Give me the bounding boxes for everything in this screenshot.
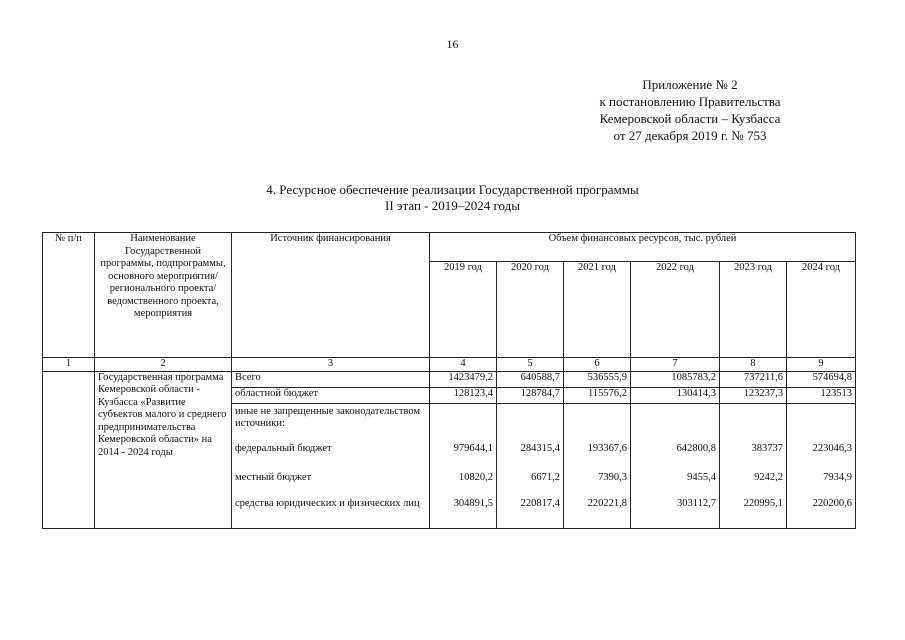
header-name: Наименование Государственной программы, подпрограммы, основного мероприятия/ регионального проекта/ ведомственного проекта, мероприятия bbox=[95, 233, 232, 358]
value-cell: 9242,2 bbox=[720, 464, 787, 494]
column-number: 1 bbox=[43, 358, 95, 372]
value-cell: 123237,3 bbox=[720, 387, 787, 403]
value-cell: 303112,7 bbox=[631, 494, 720, 529]
header-volume: Объем финансовых ресурсов, тыс. рублей bbox=[430, 233, 856, 262]
value-cell: 123513 bbox=[787, 387, 856, 403]
value-cell: 642800,8 bbox=[631, 436, 720, 464]
value-cell: 536555,9 bbox=[564, 371, 631, 387]
value-cell: 220221,8 bbox=[564, 494, 631, 529]
value-cell bbox=[564, 403, 631, 436]
appendix-block bbox=[540, 76, 840, 144]
header-year: 2019 год bbox=[430, 262, 497, 358]
source-cell: областной бюджет bbox=[232, 387, 430, 403]
source-cell: местный бюджет bbox=[232, 464, 430, 494]
header-year: 2023 год bbox=[720, 262, 787, 358]
value-cell: 737211,6 bbox=[720, 371, 787, 387]
value-cell: 220817,4 bbox=[497, 494, 564, 529]
value-cell bbox=[720, 403, 787, 436]
value-cell: 574694,8 bbox=[787, 371, 856, 387]
title-line: 4. Ресурсное обеспечение реализации Государственной программы bbox=[266, 182, 639, 197]
value-cell bbox=[497, 403, 564, 436]
title-line: II этап - 2019–2024 годы bbox=[385, 198, 520, 213]
value-cell: 193367,6 bbox=[564, 436, 631, 464]
header-source: Источник финансирования bbox=[232, 233, 430, 358]
value-cell: 220200,6 bbox=[787, 494, 856, 529]
source-cell: Всего bbox=[232, 371, 430, 387]
value-cell: 9455,4 bbox=[631, 464, 720, 494]
row-number-cell bbox=[43, 371, 95, 528]
document-title bbox=[0, 182, 905, 214]
value-cell: 10820,2 bbox=[430, 464, 497, 494]
value-cell: 383737 bbox=[720, 436, 787, 464]
column-number: 7 bbox=[631, 358, 720, 372]
header-num: № п/п bbox=[43, 233, 95, 358]
value-cell bbox=[787, 403, 856, 436]
value-cell: 6671,2 bbox=[497, 464, 564, 494]
value-cell: 115576,2 bbox=[564, 387, 631, 403]
column-number: 8 bbox=[720, 358, 787, 372]
value-cell: 304891,5 bbox=[430, 494, 497, 529]
resource-table bbox=[42, 232, 856, 529]
appendix-line: Приложение № 2 bbox=[642, 77, 738, 92]
column-number: 3 bbox=[232, 358, 430, 372]
program-name: Государственная программа Кемеровской области - Кузбасса «Развитие субъектов малого и среднего предпринимательства Кемеровской области» на 2014 - 2024 годы bbox=[95, 371, 232, 528]
header-year: 2022 год bbox=[631, 262, 720, 358]
column-number: 4 bbox=[430, 358, 497, 372]
value-cell bbox=[631, 403, 720, 436]
source-cell: иные не запрещенные законодательством источники: bbox=[232, 403, 430, 436]
column-number: 9 bbox=[787, 358, 856, 372]
header-year: 2021 год bbox=[564, 262, 631, 358]
source-cell: федеральный бюджет bbox=[232, 436, 430, 464]
column-number: 5 bbox=[497, 358, 564, 372]
column-number-row bbox=[43, 358, 856, 372]
source-cell: средства юридических и физических лиц bbox=[232, 494, 430, 529]
header-year: 2020 год bbox=[497, 262, 564, 358]
value-cell: 223046,3 bbox=[787, 436, 856, 464]
value-cell: 979644,1 bbox=[430, 436, 497, 464]
value-cell: 284315,4 bbox=[497, 436, 564, 464]
table-row bbox=[43, 371, 856, 387]
value-cell: 128123,4 bbox=[430, 387, 497, 403]
value-cell: 130414,3 bbox=[631, 387, 720, 403]
value-cell: 1423479,2 bbox=[430, 371, 497, 387]
value-cell: 128784,7 bbox=[497, 387, 564, 403]
value-cell: 640588,7 bbox=[497, 371, 564, 387]
value-cell: 7390,3 bbox=[564, 464, 631, 494]
value-cell: 220995,1 bbox=[720, 494, 787, 529]
appendix-line: Кемеровской области – Кузбасса bbox=[599, 111, 781, 126]
appendix-line: от 27 декабря 2019 г. № 753 bbox=[613, 128, 767, 143]
page-number: 16 bbox=[446, 37, 459, 51]
value-cell: 1085783,2 bbox=[631, 371, 720, 387]
column-number: 2 bbox=[95, 358, 232, 372]
header-row bbox=[43, 233, 856, 262]
value-cell: 7934,9 bbox=[787, 464, 856, 494]
column-number: 6 bbox=[564, 358, 631, 372]
appendix-line: к постановлению Правительства bbox=[599, 94, 781, 109]
header-year: 2024 год bbox=[787, 262, 856, 358]
value-cell bbox=[430, 403, 497, 436]
